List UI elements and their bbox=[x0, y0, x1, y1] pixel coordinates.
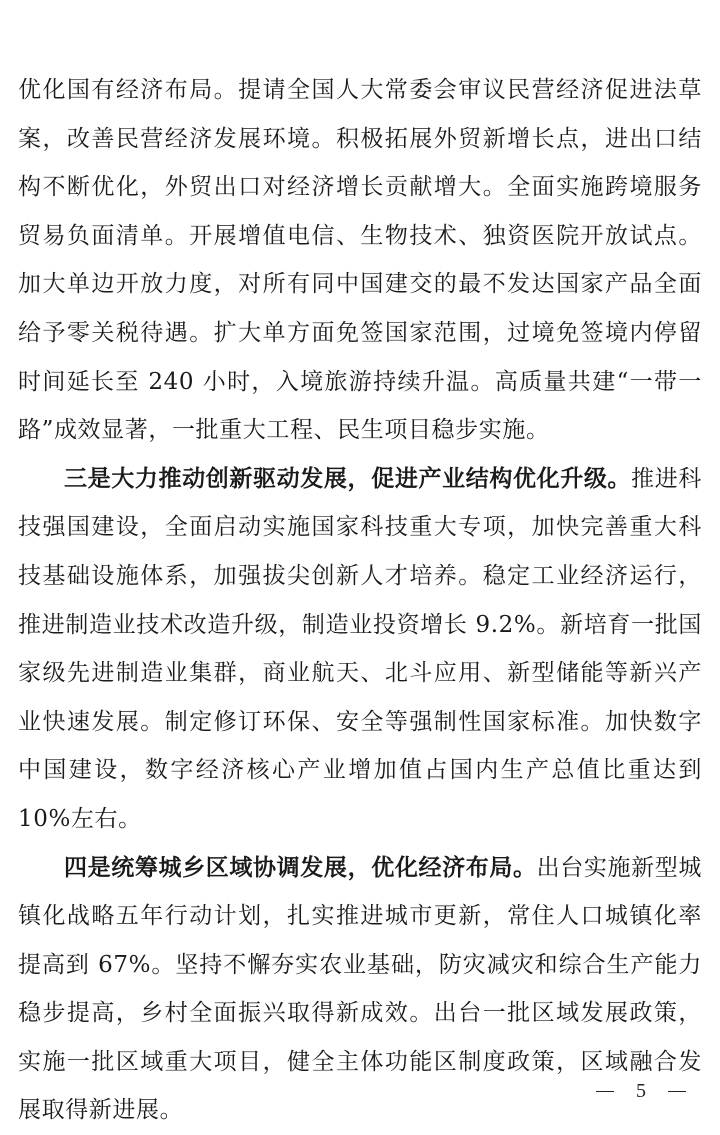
page-number bbox=[596, 1080, 686, 1103]
paragraph-lead: 三是大力推动创新驱动发展，促进产业结构优化升级。 bbox=[64, 466, 631, 492]
body-text bbox=[18, 66, 702, 1135]
paragraph-text: 推进科技强国建设，全面启动实施国家科技重大专项，加快完善重大科技基础设施体系，加强拔尖创新人才培养。稳定工业经济运行，推进制造业技术改造升级，制造业投资增长 9.2%。新培育一批国家级先进制造业集群，商业航天、北斗应用、新型储能等新兴产业快速发展。制定修订环保、安全等强制性国家标准。加快数字中国建设，数字经济核心产业增加值占国内生产总值比重达到 10%左右。 bbox=[18, 466, 702, 832]
paragraph-text: 优化国有经济布局。提请全国人大常委会审议民营经济促进法草案，改善民营经济发展环境。积极拓展外贸新增长点，进出口结构不断优化，外贸出口对经济增长贡献增大。全面实施跨境服务贸易负面清单。开展增值电信、生物技术、独资医院开放试点。加大单边开放力度，对所有同中国建交的最不发达国家产品全面给予零关税待遇。扩大单方面免签国家范围，过境免签境内停留时间延长至 240 小时，入境旅游持续升温。高质量共建“一带一路”成效显著，一批重大工程、民生项目稳步实施。 bbox=[18, 77, 702, 443]
paragraph-lead: 四是统筹城乡区域协调发展，优化经济布局。 bbox=[64, 855, 537, 881]
paragraph-text: 出台实施新型城镇化战略五年行动计划，扎实推进城市更新，常住人口城镇化率提高到 67%。坚持不懈夯实农业基础，防灾减灾和综合生产能力稳步提高，乡村全面振兴取得新成效。出台一批区域发展政策，实施一批区域重大项目，健全主体功能区制度政策，区域融合发展取得新进展。 bbox=[18, 855, 702, 1124]
paragraph-continuation bbox=[18, 66, 702, 455]
page-number-value: 5 bbox=[636, 1080, 646, 1103]
left-dash bbox=[596, 1091, 614, 1093]
right-dash bbox=[668, 1091, 686, 1093]
paragraph-innovation bbox=[18, 455, 702, 844]
